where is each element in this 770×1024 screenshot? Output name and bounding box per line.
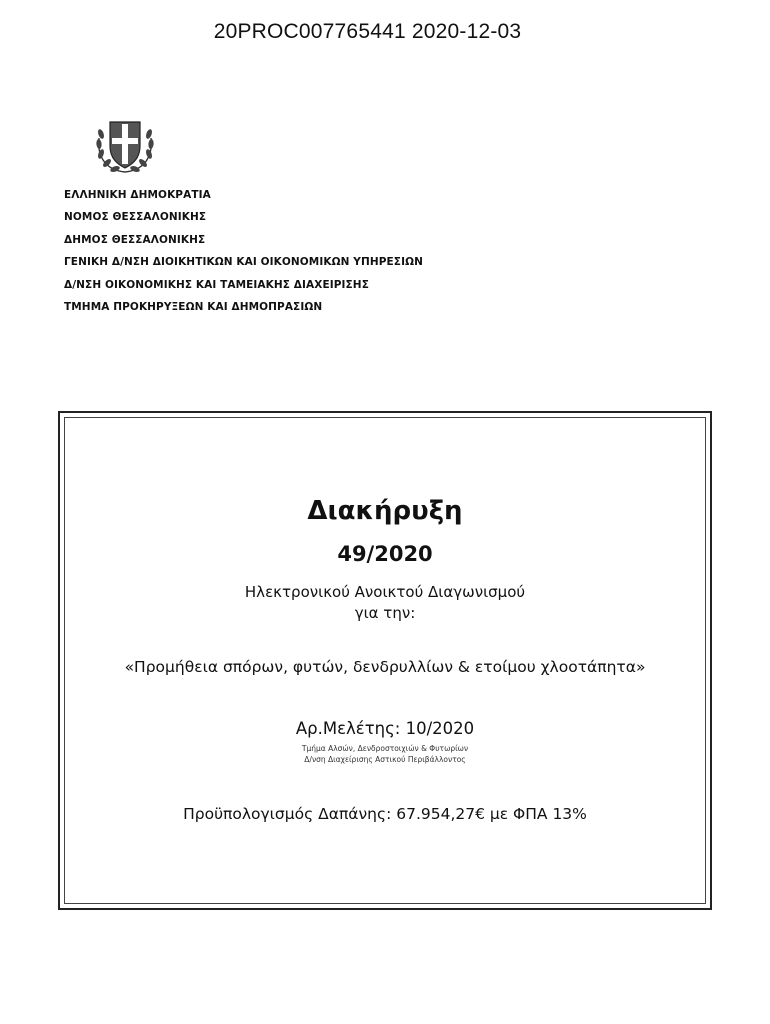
study-number: Αρ.Μελέτης: 10/2020 xyxy=(295,719,475,738)
notice-subtitle-line1: Ηλεκτρονικού Ανοικτού Διαγωνισμού xyxy=(244,583,526,601)
notice-title: Διακήρυξη xyxy=(307,496,463,526)
header-line-prefecture: ΝΟΜΟΣ ΘΕΣΣΑΛΟΝΙΚΗΣ xyxy=(64,211,207,224)
greek-coat-of-arms-icon xyxy=(93,112,157,176)
header-line-republic: ΕΛΛΗΝΙΚΗ ΔΗΜΟΚΡΑΤΙΑ xyxy=(64,189,211,201)
notice-subtitle-line2: για την: xyxy=(354,604,416,622)
notice-box-inner xyxy=(64,417,706,904)
notice-number: 49/2020 xyxy=(337,542,433,566)
issuer-header xyxy=(64,184,423,318)
header-line-general-directorate: ΓΕΝΙΚΗ Δ/ΝΣΗ ΔΙΟΙΚΗΤΙΚΩΝ ΚΑΙ ΟΙΚΟΝΟΜΙΚΩΝ ΥΠΗΡΕΣΙΩΝ xyxy=(64,256,424,269)
header-line-directorate: Δ/ΝΣΗ ΟΙΚΟΝΟΜΙΚΗΣ ΚΑΙ ΤΑΜΕΙΑΚΗΣ ΔΙΑΧΕΙΡΙΣΗΣ xyxy=(64,278,369,291)
department-line1: Τμήμα Αλσών, Δενδροστοιχιών & Φυτωρίων xyxy=(301,744,469,753)
document-id: 20PROC007765441 2020-12-03 xyxy=(213,20,522,43)
header-line-department: ΤΜΗΜΑ ΠΡΟΚΗΡΥΞΕΩΝ ΚΑΙ ΔΗΜΟΠΡΑΣΙΩΝ xyxy=(64,301,323,314)
header-line-municipality: ΔΗΜΟΣ ΘΕΣΣΑΛΟΝΙΚΗΣ xyxy=(64,233,206,246)
notice-subject: «Προμήθεια σπόρων, φυτών, δενδρυλλίων & ετοίμου χλοοτάπητα» xyxy=(124,658,646,676)
department-line2: Δ/νση Διαχείρισης Αστικού Περιβάλλοντος xyxy=(304,755,466,764)
notice-box xyxy=(58,411,712,910)
budget: Προϋπολογισμός Δαπάνης: 67.954,27€ με ΦΠΑ 13% xyxy=(183,805,587,823)
